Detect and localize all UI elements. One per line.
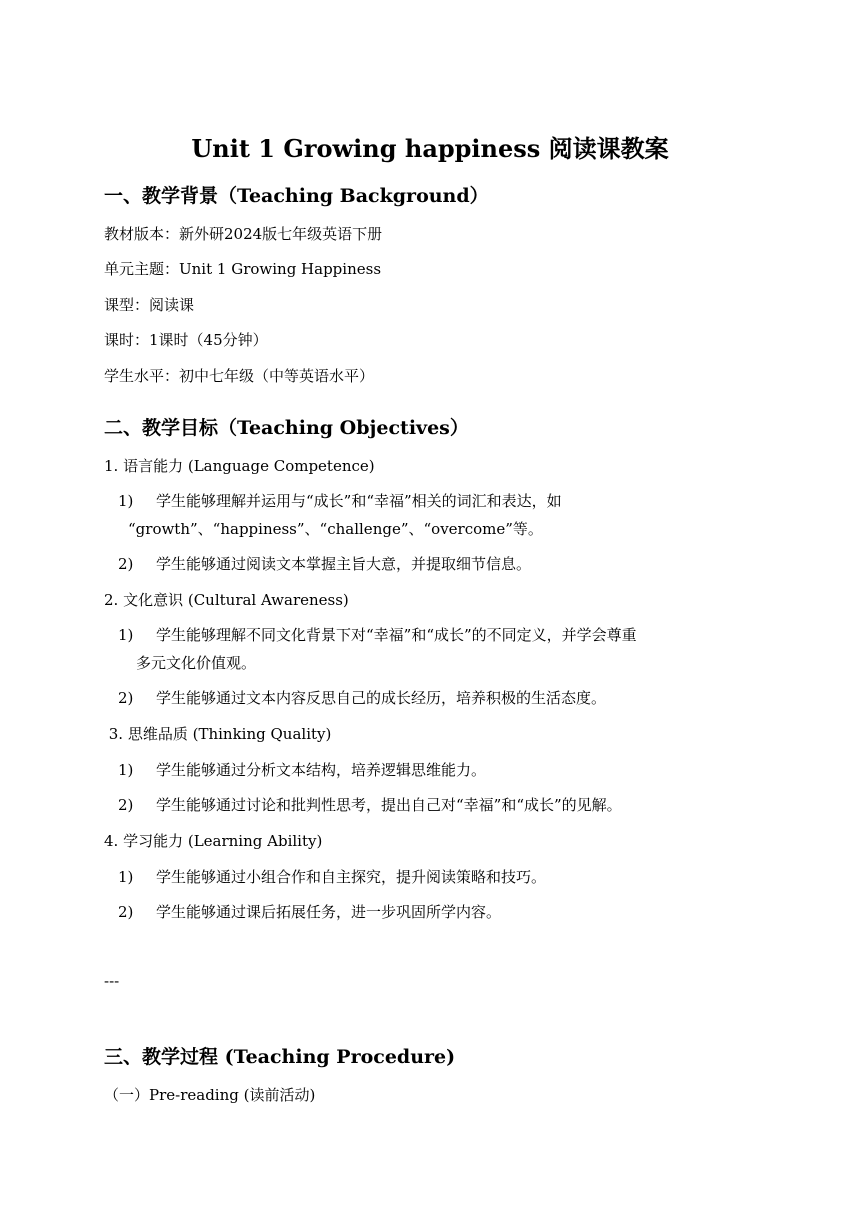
objective-item-continuation: 多元文化价值观。 <box>136 654 257 672</box>
objective-item <box>118 553 531 575</box>
procedure-subheading: （一）Pre-reading (读前活动) <box>104 1086 316 1104</box>
item-number: 1) <box>118 761 134 779</box>
background-line-lesson-type: 课型：阅读课 <box>104 296 195 314</box>
item-text: 学生能够通过文本内容反思自己的成长经历，培养积极的生活态度。 <box>156 689 607 707</box>
objective-group-title: 3. 思维品质 (Thinking Quality) <box>104 725 332 743</box>
background-line-textbook: 教材版本：新外研2024版七年级英语下册 <box>104 225 383 243</box>
item-number: 1) <box>118 868 134 886</box>
item-number: 2) <box>118 796 134 814</box>
item-text: 学生能够通过课后拓展任务，进一步巩固所学内容。 <box>156 903 502 921</box>
section-heading-background: 一、教学背景（Teaching Background） <box>104 185 489 207</box>
item-text: 学生能够理解不同文化背景下对“幸福”和“成长”的不同定义，并学会尊重 <box>156 626 637 644</box>
background-line-unit-theme: 单元主题：Unit 1 Growing Happiness <box>104 260 382 278</box>
section-heading-objectives: 二、教学目标（Teaching Objectives） <box>104 417 469 439</box>
section-heading-procedure: 三、教学过程 (Teaching Procedure) <box>104 1046 456 1068</box>
item-number: 2) <box>118 903 134 921</box>
item-number: 1) <box>118 492 134 510</box>
item-number: 1) <box>118 626 134 644</box>
item-number: 2) <box>118 555 134 573</box>
background-line-duration: 课时：1课时（45分钟） <box>104 331 268 349</box>
item-text: 学生能够通过分析文本结构，培养逻辑思维能力。 <box>156 761 487 779</box>
objective-group-title: 4. 学习能力 (Learning Ability) <box>104 832 323 850</box>
item-text: 学生能够通过讨论和批判性思考，提出自己对“幸福”和“成长”的见解。 <box>156 796 622 814</box>
objective-item <box>118 866 546 888</box>
objective-group-title: 1. 语言能力 (Language Competence) <box>104 457 375 475</box>
objective-item <box>118 490 562 512</box>
separator-text: --- <box>104 972 120 990</box>
item-text: 学生能够理解并运用与“成长”和“幸福”相关的词汇和表达，如 <box>156 492 562 510</box>
item-text: 学生能够通过小组合作和自主探究，提升阅读策略和技巧。 <box>156 868 547 886</box>
objective-item <box>118 624 637 646</box>
objective-item <box>118 901 501 923</box>
item-number: 2) <box>118 689 134 707</box>
objective-item-continuation: “growth”、“happiness”、“challenge”、“overcome”等。 <box>128 520 543 538</box>
objective-item <box>118 759 486 781</box>
objective-group-title: 2. 文化意识 (Cultural Awareness) <box>104 591 349 609</box>
objective-item <box>118 794 622 816</box>
item-text: 学生能够通过阅读文本掌握主旨大意，并提取细节信息。 <box>156 555 532 573</box>
objective-item <box>118 687 606 709</box>
document-title: Unit 1 Growing happiness 阅读课教案 <box>191 134 669 163</box>
background-line-student-level: 学生水平：初中七年级（中等英语水平） <box>104 367 375 385</box>
